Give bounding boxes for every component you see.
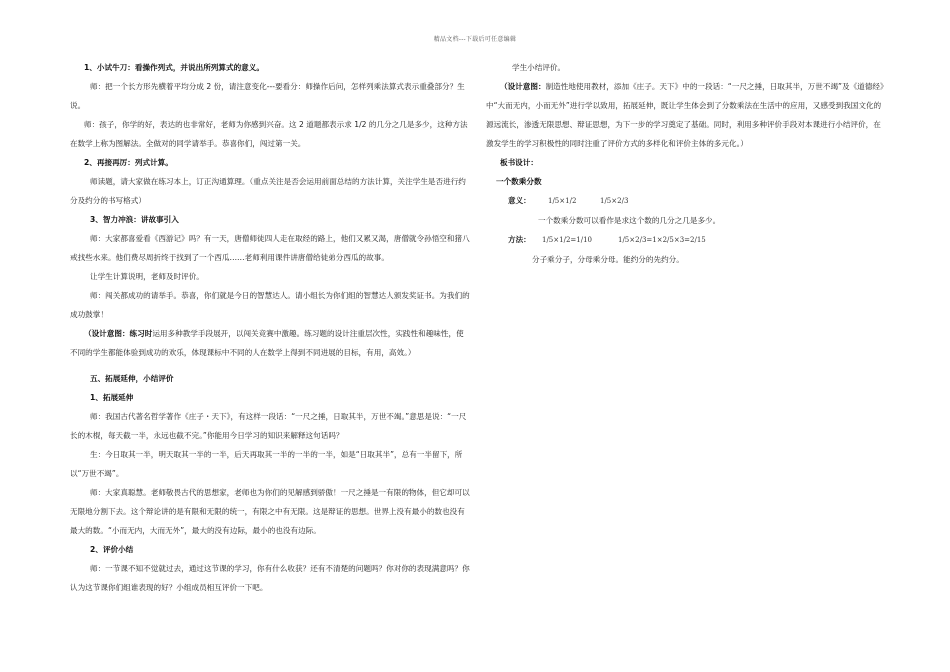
paragraph: 师读题，请大家做在练习本上，订正沟通算理。（重点关注是否会运用前面总结的方法计算，关注学生是否进行约分及约分的书写格式） — [70, 177, 466, 205]
meaning-expression-1: 1/5×1/2 — [548, 197, 577, 205]
board-topic: 一个数乘分数 — [496, 177, 542, 186]
page-header: 精品文档---下载后可任意编辑 — [433, 36, 517, 43]
paragraph: 师：我国古代著名哲学著作《庄子・天下》，有这样一段话：“一尺之捶，日取其半，万世不竭。”意思是说：“一尺长的木棍，每天截一半，永远也截不完。”你能用今日学习的知识来解释这句话吗？ — [70, 412, 467, 440]
section-heading: 2、再接再厉：列式计算。 — [84, 158, 173, 167]
paragraph: 师：闯关都成功的请举手。恭喜，你们就是今日的智慧达人。请小组长为你们组的智慧达人颁发奖证书。为我们的成功鼓掌！ — [70, 291, 470, 319]
design-intent-text: 运用多种教学手段展开，以闯关竞赛中激趣。练习题的设计注重层次性，实践性和趣味性，使不同的学生都能体验到成功的欢乐，体现课标中不同的人在数学上得到不同进展的目标，有用，高效。） — [70, 329, 464, 357]
section-heading: 五、拓展延伸，小结评价 — [90, 374, 174, 383]
section-heading: 1、小试牛刀：看操作列式，并说出所列算式的意义。 — [84, 63, 264, 72]
paragraph: 师：孩子，你学的好，表达的也非常好，老师为你感到兴奋。这 2 道题都表示求 1/2 的几分之几是多少，这种方法在数学上称为图解法。全做对的同学请举手。恭喜你们，闯过第一关。 — [70, 120, 468, 148]
section-heading: 1、拓展延伸 — [90, 393, 134, 402]
design-intent-label: （设计意图：练习时 — [84, 329, 153, 338]
design-intent-paragraph — [70, 324, 470, 362]
method-label: 方法： — [508, 235, 531, 244]
method-row — [486, 230, 886, 250]
design-intent-text: 制造性地使用教材，添加《庄子。天下》中的一段话：“一尺之捶，日取其半，万世不竭”及《道德经》中“大而无内，小而无外”进行学以致用，拓展延伸，既让学生体会到了分数乘法在生活中的应用，又感受到我国文化的源远流长，渗透无限思想、辩证思想，为下一步的学习奠定了基础。同时，利用多种评价手段对本课进行小结评价，在激发学生的学习积极性的同时注重了评价方式的多样化和评价主体的多元化。） — [486, 82, 884, 148]
method-expression-1: 1/5×1/2=1/10 — [542, 236, 592, 244]
left-column — [70, 58, 470, 597]
paragraph: 师：把一个长方形先横着平均分成 2 份，请注意变化---要看分：师操作后问，怎样列乘法算式表示重叠部分？生说。 — [70, 82, 465, 110]
section-heading: 2、评价小结 — [90, 545, 134, 554]
section-heading: 3、智力冲浪：讲故事引入 — [90, 215, 179, 224]
paragraph: 师：大家真聪慧。老师敬畏古代的思想家，老师也为你们的见解感到骄傲！一尺之捶是一有限的物体，但它却可以无限地分割下去。这个辩论讲的是有限和无限的统一，有限之中有无限。这是辩证的思想。世界上没有最小的数也没有最大的数。“小而无内，大而无外”，最大的没有边际，最小的也没有边际。 — [70, 488, 470, 535]
method-text: 分子乘分子，分母乘分母。能约分的先约分。 — [532, 255, 684, 264]
meaning-expression-2: 1/5×2/3 — [600, 197, 629, 205]
paragraph: 师：一节课不知不觉就过去，通过这节课的学习，你有什么收获？还有不清楚的问题吗？你对你的表现满意吗？你认为这节课你们组谁表现的好？小组成员相互评价一下吧。 — [70, 564, 470, 592]
board-design-title: 板书设计： — [500, 158, 538, 167]
paragraph: 学生小结评价。 — [512, 63, 566, 72]
method-expression-2: 1/5×2/3=1×2/5×3=2/15 — [618, 236, 706, 244]
right-column — [486, 58, 886, 269]
paragraph: 让学生计算说明，老师及时评价。 — [90, 272, 204, 281]
paragraph: 生：今日取其一半，明天取其一半的一半，后天再取其一半的一半的一半，如是“日取其半”，总有一半留下，所以“万世不竭”。 — [70, 450, 463, 478]
meaning-label: 意义： — [508, 196, 531, 205]
meaning-row — [486, 191, 886, 211]
meaning-text: 一个数乘分数可以看作是求这个数的几分之几是多少。 — [538, 216, 721, 225]
paragraph: 师：大家都喜爱看《西游记》吗？有一天，唐僧师徒四人走在取经的路上，他们又累又渴，唐僧就令孙悟空和猪八戒找些水来。他们费尽周折终于找到了一个西瓜……老师利用课件讲唐僧给徒弟分西瓜的故事。 — [70, 234, 470, 262]
design-intent-paragraph — [486, 77, 886, 153]
design-intent-label: （设计意图： — [500, 82, 546, 91]
